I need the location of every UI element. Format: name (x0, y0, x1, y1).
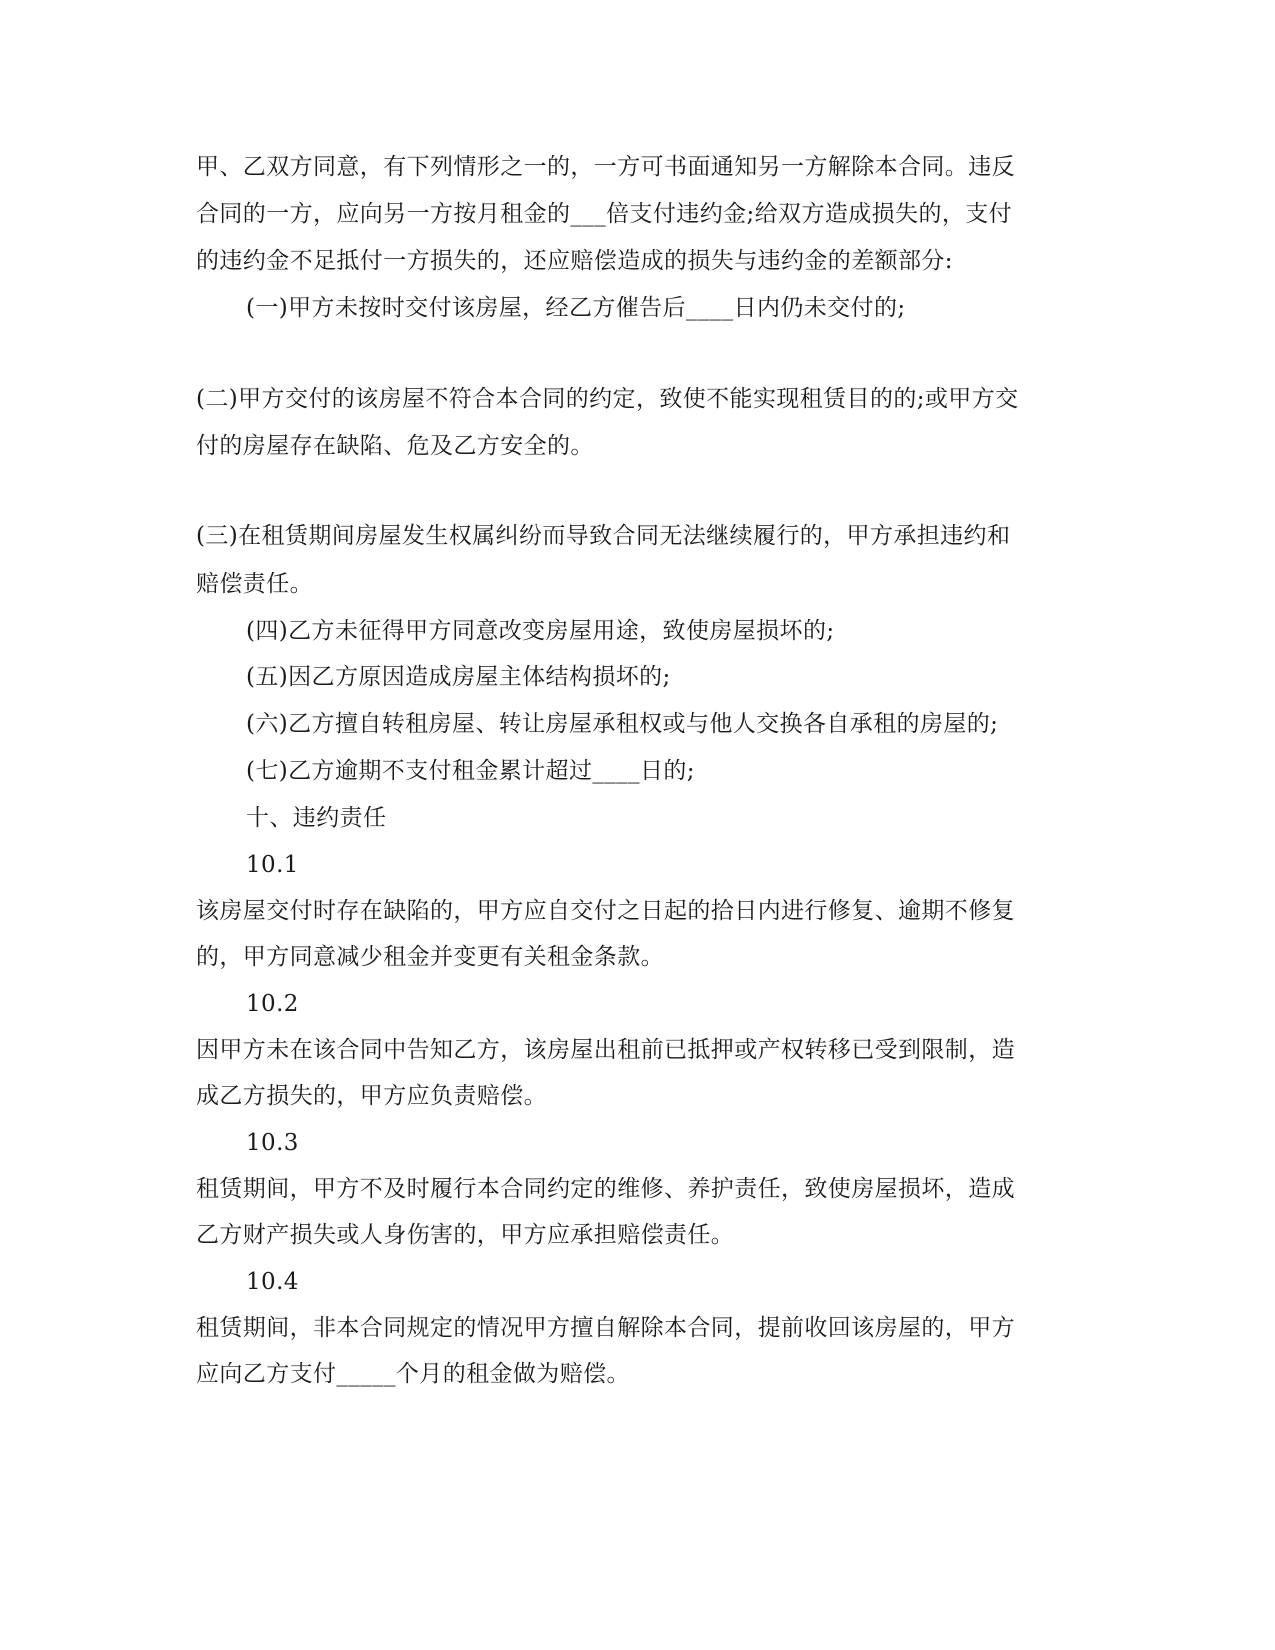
clause-number: 10.1 (246, 852, 299, 878)
paragraph-line: 的，甲方同意减少租金并变更有关租金条款。 (196, 944, 664, 970)
clause-item-4: (四)乙方未征得甲方同意改变房屋用途，致使房屋损坏的; (246, 618, 835, 644)
paragraph-line: 因甲方未在该合同中告知乙方，该房屋出租前已抵押或产权转移已受到限制，造 (196, 1037, 1015, 1063)
clause-item-2: (二)甲方交付的该房屋不符合本合同的约定，致使不能实现租赁目的的;或甲方交 (196, 386, 1019, 412)
paragraph-line: 成乙方损失的，甲方应负责赔偿。 (196, 1083, 547, 1109)
clause-number: 10.2 (246, 991, 299, 1017)
paragraph-line: 甲、乙双方同意，有下列情形之一的，一方可书面通知另一方解除本合同。违反 (196, 154, 1015, 180)
clause-item-6: (六)乙方擅自转租房屋、转让房屋承租权或与他人交换各自承租的房屋的; (246, 711, 999, 737)
clause-item-3: (三)在租赁期间房屋发生权属纠纷而导致合同无法继续履行的，甲方承担违约和 (196, 523, 1011, 549)
paragraph-line: 赔偿责任。 (196, 571, 313, 597)
paragraph-line: 应向乙方支付_____个月的租金做为赔偿。 (196, 1361, 630, 1387)
clause-item-1: (一)甲方未按时交付该房屋，经乙方催告后____日内仍未交付的; (246, 295, 906, 321)
section-heading: 十、违约责任 (246, 805, 387, 831)
paragraph-line: 合同的一方，应向另一方按月租金的___倍支付违约金;给双方造成损失的，支付 (196, 201, 1013, 227)
paragraph-line: 租赁期间，非本合同规定的情况甲方擅自解除本合同，提前收回该房屋的，甲方 (196, 1315, 1015, 1341)
paragraph-line: 租赁期间，甲方不及时履行本合同约定的维修、养护责任，致使房屋损坏，造成 (196, 1176, 1015, 1202)
clause-number: 10.4 (246, 1269, 299, 1295)
paragraph-line: 的违约金不足抵付一方损失的，还应赔偿造成的损失与违约金的差额部分: (196, 248, 953, 274)
paragraph-line: 付的房屋存在缺陷、危及乙方安全的。 (196, 433, 594, 459)
clause-item-7: (七)乙方逾期不支付租金累计超过____日的; (246, 758, 695, 784)
clause-item-5: (五)因乙方原因造成房屋主体结构损坏的; (246, 664, 671, 690)
paragraph-line: 乙方财产损失或人身伤害的，甲方应承担赔偿责任。 (196, 1222, 735, 1248)
paragraph-line: 该房屋交付时存在缺陷的，甲方应自交付之日起的拾日内进行修复、逾期不修复 (196, 898, 1015, 924)
clause-number: 10.3 (246, 1130, 299, 1156)
